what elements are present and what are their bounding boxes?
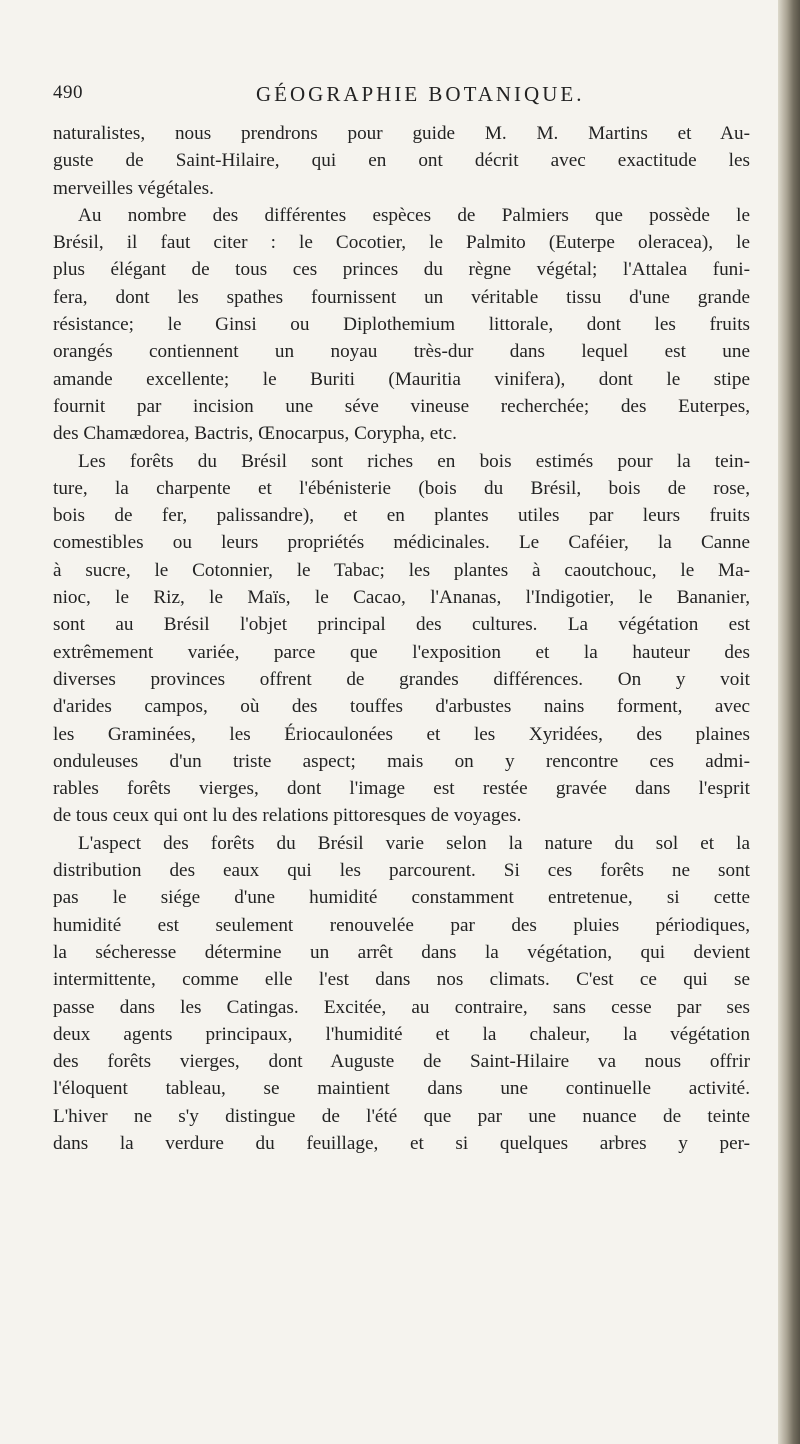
text-line: d'arides campos, où des touffes d'arbustes nains forment, avec: [53, 696, 750, 718]
page-header: [53, 82, 753, 116]
text-line: résistance; le Ginsi ou Diplothemium littorale, dont les fruits: [53, 314, 750, 336]
text-line: à sucre, le Cotonnier, le Tabac; les plantes à caoutchouc, le Ma-: [53, 559, 750, 581]
text-line: bois de fer, palissandre), et en plantes utiles par leurs fruits: [53, 505, 750, 527]
text-line: distribution des eaux qui les parcourent. Si ces forêts ne sont: [53, 860, 750, 882]
text-line: sont au Brésil l'objet principal des cultures. La végétation est: [53, 614, 750, 636]
text-line: ture, la charpente et l'ébénisterie (bois du Brésil, bois de rose,: [53, 477, 750, 499]
text-line: naturalistes, nous prendrons pour guide M. M. Martins et Au-: [53, 123, 750, 144]
text-line: Brésil, il faut citer : le Cocotier, le Palmito (Euterpe oleracea), le: [53, 232, 750, 254]
page-number: 490: [53, 82, 83, 103]
text-line: merveilles végétales.: [53, 177, 214, 199]
text-line: intermittente, comme elle l'est dans nos climats. C'est ce qui se: [53, 969, 750, 991]
text-line: des forêts vierges, dont Auguste de Saint-Hilaire va nous offrir: [53, 1051, 750, 1073]
scan-edge-shadow: [778, 0, 800, 1444]
body-text: [53, 120, 750, 1157]
text-line: nioc, le Riz, le Maïs, le Cacao, l'Ananas, l'Indigotier, le Bananier,: [53, 587, 750, 609]
text-line: L'hiver ne s'y distingue de l'été que par une nuance de teinte: [53, 1105, 750, 1127]
text-line: extrêmement variée, parce que l'exposition et la hauteur des: [53, 641, 750, 663]
text-line: deux agents principaux, l'humidité et la chaleur, la végétation: [53, 1023, 750, 1045]
text-line: Les forêts du Brésil sont riches en bois estimés pour la tein-: [78, 450, 750, 472]
text-line: comestibles ou leurs propriétés médicinales. Le Caféier, la Canne: [53, 532, 750, 554]
text-line: L'aspect des forêts du Brésil varie selon la nature du sol et la: [78, 832, 750, 854]
text-line: de tous ceux qui ont lu des relations pittoresques de voyages.: [53, 805, 522, 827]
text-line: humidité est seulement renouvelée par des pluies périodiques,: [53, 914, 750, 936]
text-line: les Graminées, les Ériocaulonées et les Xyridées, des plaines: [53, 723, 750, 745]
text-line: rables forêts vierges, dont l'image est restée gravée dans l'esprit: [53, 778, 750, 800]
text-line: amande excellente; le Buriti (Mauritia vinifera), dont le stipe: [53, 368, 750, 390]
text-line: fournit par incision une séve vineuse recherchée; des Euterpes,: [53, 395, 750, 417]
text-line: l'éloquent tableau, se maintient dans une continuelle activité.: [53, 1078, 750, 1100]
text-line: passe dans les Catingas. Excitée, au contraire, sans cesse par ses: [53, 996, 750, 1018]
text-line: guste de Saint-Hilaire, qui en ont décrit avec exactitude les: [53, 150, 750, 172]
text-line: dans la verdure du feuillage, et si quelques arbres y per-: [53, 1132, 750, 1154]
text-line: orangés contiennent un noyau très-dur dans lequel est une: [53, 341, 750, 363]
text-line: onduleuses d'un triste aspect; mais on y rencontre ces admi-: [53, 750, 750, 772]
text-line: fera, dont les spathes fournissent un véritable tissu d'une grande: [53, 286, 750, 308]
text-line: diverses provinces offrent de grandes différences. On y voit: [53, 668, 750, 690]
text-line: la sécheresse détermine un arrêt dans la végétation, qui devient: [53, 941, 750, 963]
text-line: des Chamædorea, Bactris, Œnocarpus, Corypha, etc.: [53, 423, 457, 445]
text-line: Au nombre des différentes espèces de Palmiers que possède le: [78, 204, 750, 226]
text-line: plus élégant de tous ces princes du règne végétal; l'Attalea funi-: [53, 259, 750, 281]
text-line: pas le siége d'une humidité constamment entretenue, si cette: [53, 887, 750, 909]
running-title: GÉOGRAPHIE BOTANIQUE.: [256, 82, 585, 106]
